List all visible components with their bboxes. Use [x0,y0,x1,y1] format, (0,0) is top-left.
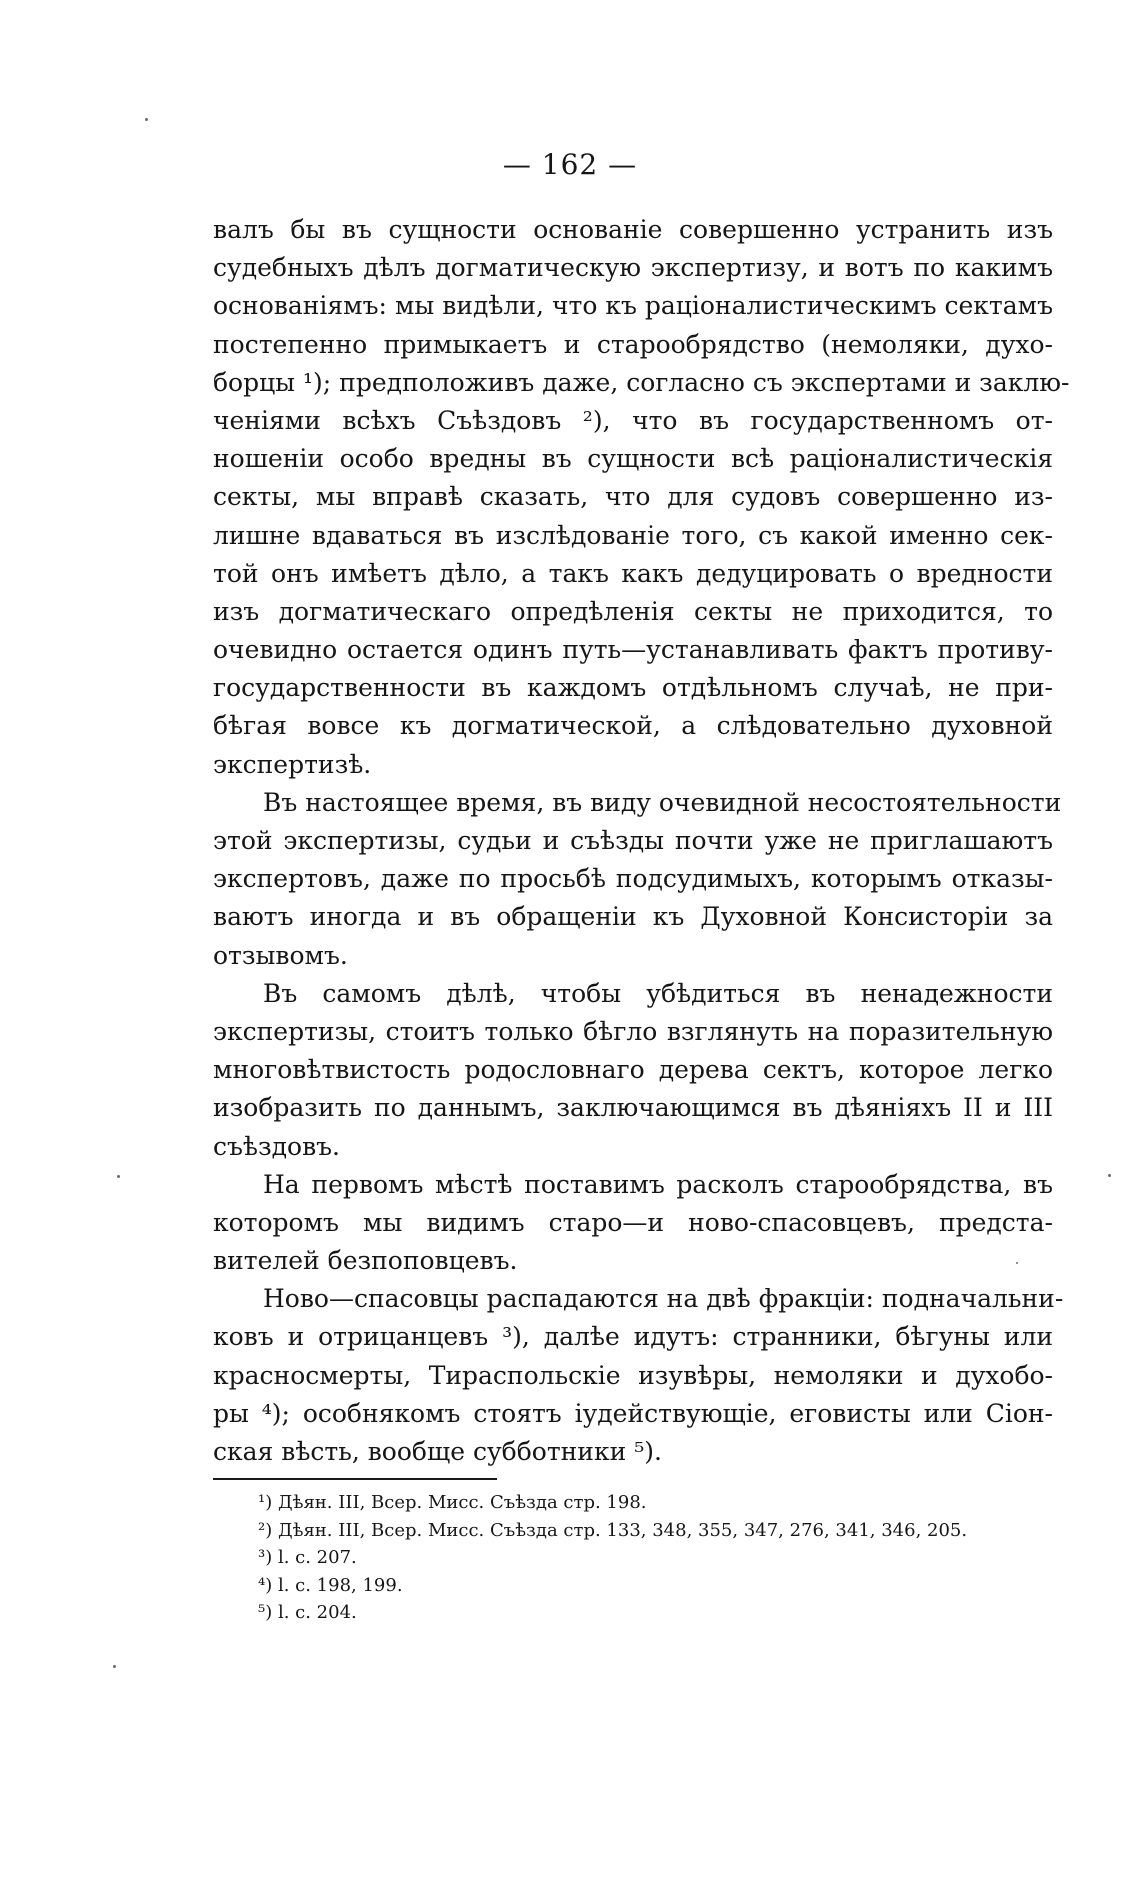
text-line: многовѣтвистость родословнаго дерева сектъ, которое легко [213,1055,1053,1085]
footnote: ⁵) l. c. 204. [258,1602,357,1623]
text-line: судебныхъ дѣлъ догматическую экспертизу, и вотъ по какимъ [213,253,1053,283]
footnote: ³) l. c. 207. [258,1547,357,1568]
footnote: ²) Дѣян. III, Всер. Мисс. Съѣзда стр. 133, 348, 355, 347, 276, 341, 346, 205. [258,1519,968,1541]
text-line: экспертовъ, даже по просьбѣ подсудимыхъ, которымъ отказы- [213,864,1053,894]
text-line: вителей безпоповцевъ. [213,1246,518,1276]
text-line: валъ бы въ сущности основаніе совершенно устранить изъ [213,215,1053,244]
footnote: ⁴) l. c. 198, 199. [258,1574,403,1596]
text-line: ваютъ иногда и въ обращеніи къ Духовной Консисторіи за [213,902,1053,932]
text-line: ры ⁴); особнякомъ стоятъ іудействующіе, еговисты или Сіон- [213,1398,1053,1428]
text-line: секты, мы вправѣ сказать, что для судовъ совершенно из- [213,482,1053,512]
text-line: экспертизѣ. [213,749,372,779]
text-line: ченіями всѣхъ Съѣздовъ ²), что въ государственномъ от- [213,405,1053,435]
text-line: этой экспертизы, судьи и съѣзды почти уже не приглашаютъ [213,826,1053,855]
text-line: изобразить по даннымъ, заключающимся въ дѣяніяхъ II и III [213,1093,1053,1123]
footnote: ¹) Дѣян. III, Всер. Мисс. Съѣзда стр. 198. [258,1492,647,1513]
text-line: борцы ¹); предположивъ даже, согласно съ экспертами и заклю- [213,367,1070,397]
text-line: той онъ имѣетъ дѣло, а такъ какъ дедуцировать о вредности [213,558,1053,588]
scan-speck [145,118,148,121]
text-line: постепенно примыкаетъ и старообрядство (немоляки, духо- [213,329,1053,359]
scan-speck [1108,1174,1111,1177]
paragraph-start-line: Ново—спасовцы распадаются на двѣ фракціи: подначальни- [263,1284,1064,1314]
main-text [213,211,1070,1471]
scan-speck [1016,1262,1018,1264]
page-number: — 162 — [502,148,638,181]
text-line: красносмерты, Тираспольскіе изувѣры, немоляки и духобо- [213,1360,1053,1390]
text-line: изъ догматическаго опредѣленія секты не приходится, то [213,596,1053,626]
text-line: отзывомъ. [213,940,348,970]
text-line: экспертизы, стоитъ только бѣгло взглянуть на поразительную [213,1016,1053,1046]
text-line: которомъ мы видимъ старо—и ново-спасовцевъ, предста- [213,1207,1053,1237]
scan-speck [117,1175,120,1178]
text-line: ношеніи особо вредны въ сущности всѣ раціоналистическія [213,444,1053,474]
text-line: основаніямъ: мы видѣли, что къ раціоналистическимъ сектамъ [213,291,1053,321]
footnotes [258,1489,1058,1627]
scan-speck [113,1665,116,1668]
text-line: бѣгая вовсе къ догматической, а слѣдовательно духовной [213,711,1053,741]
text-line: ковъ и отрицанцевъ ³), далѣе идутъ: странники, бѣгуны или [213,1322,1053,1352]
paragraph-start-line: Въ самомъ дѣлѣ, чтобы убѣдиться въ ненадежности [263,978,1053,1008]
text-line: государственности въ каждомъ отдѣльномъ случаѣ, не при- [213,673,1053,703]
footnote-divider [213,1478,497,1480]
text-line: очевидно остается одинъ путь—устанавливать фактъ противу- [213,635,1053,665]
text-line: съѣздовъ. [213,1131,340,1161]
paragraph-start-line: Въ настоящее время, въ виду очевидной несостоятельности [263,787,1062,817]
text-line: лишне вдаваться въ изслѣдованіе того, съ какой именно сек- [213,520,1053,550]
paragraph-start-line: На первомъ мѣстѣ поставимъ расколъ старообрядства, въ [263,1169,1053,1199]
text-line: ская вѣсть, вообще субботники ⁵). [213,1437,662,1466]
